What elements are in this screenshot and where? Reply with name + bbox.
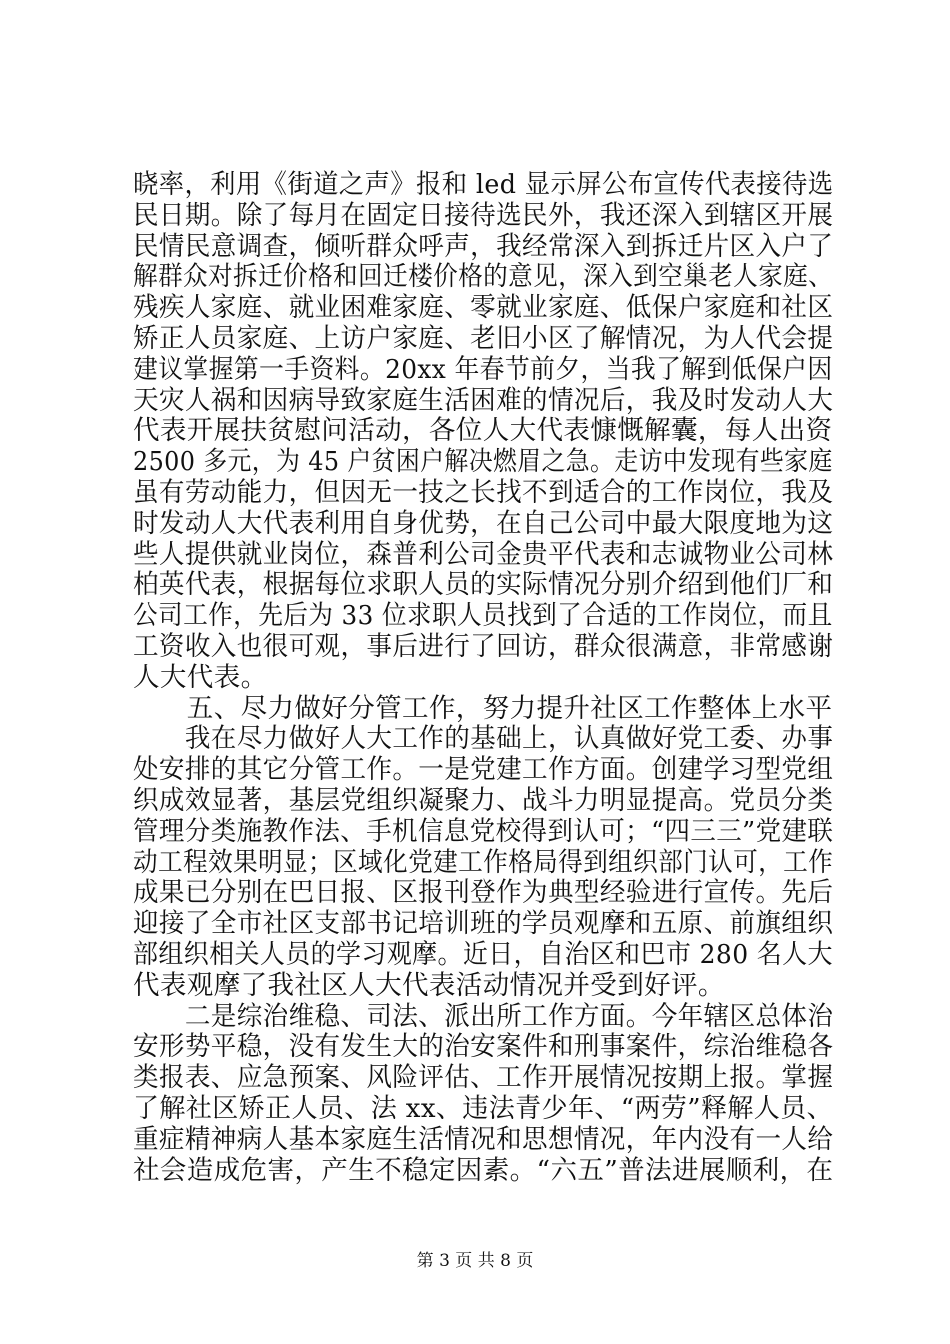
text-line: 了解社区矫正人员、法 xx、违法青少年、“两劳”释解人员、 [133,1093,834,1124]
text-line: 些人提供就业岗位，森普利公司金贵平代表和志诚物业公司林 [133,539,834,570]
text-line: 我在尽力做好人大工作的基础上，认真做好党工委、办事 [133,723,834,754]
text-line: 公司工作，先后为 33 位求职人员找到了合适的工作岗位，而且 [133,600,833,631]
text-line: 解群众对拆迁价格和回迁楼价格的意见，深入到空巢老人家庭、 [133,261,834,292]
text-line: 柏英代表，根据每位求职人员的实际情况分别介绍到他们厂和 [133,569,834,600]
text-line: 矫正人员家庭、上访户家庭、老旧小区了解情况，为人代会提 [133,323,834,354]
text-line: 社会造成危害，产生不稳定因素。“六五”普法进展顺利，在 [133,1155,834,1186]
text-line: 安形势平稳，没有发生大的治安案件和刑事案件，综治维稳各 [133,1031,834,1062]
page-footer: 第 3 页 共 8 页 [416,1251,534,1271]
text-line: 代表开展扶贫慰问活动，各位人大代表慷慨解囊，每人出资 [133,415,833,446]
text-line: 管理分类施教作法、手机信息党校得到认可；“四三三”党建联 [133,816,834,847]
text-line: 成果已分别在巴日报、区报刊登作为典型经验进行宣传。先后 [133,877,834,908]
text-line: 民日期。除了每月在固定日接待选民外，我还深入到辖区开展 [133,200,834,231]
text-line: 重症精神病人基本家庭生活情况和思想情况，年内没有一人给 [133,1124,834,1155]
text-line: 代表观摩了我社区人大代表活动情况并受到好评。 [133,970,725,1001]
text-line: 工资收入也很可观，事后进行了回访，群众很满意，非常感谢 [133,631,834,662]
text-line: 天灾人祸和因病导致家庭生活困难的情况后，我及时发动人大 [133,385,834,416]
text-line: 晓率，利用《街道之声》报和 led 显示屏公布宣传代表接待选 [133,169,834,200]
text-line: 建议掌握第一手资料。20xx 年春节前夕，当我了解到低保户因 [133,354,833,385]
text-line: 二是综治维稳、司法、派出所工作方面。今年辖区总体治 [133,1001,834,1032]
text-line: 迎接了全市社区支部书记培训班的学员观摩和五原、前旗组织 [133,908,834,939]
text-line: 人大代表。 [133,662,268,693]
text-line: 织成效显著，基层党组织凝聚力、战斗力明显提高。党员分类 [133,785,834,816]
text-line: 类报表、应急预案、风险评估、工作开展情况按期上报。掌握 [133,1062,834,1093]
text-line: 2500 多元，为 45 户贫困户解决燃眉之急。走访中发现有些家庭 [133,446,833,477]
text-line: 民情民意调查，倾听群众呼声，我经常深入到拆迁片区入户了 [133,231,834,262]
text-line: 动工程效果明显；区域化党建工作格局得到组织部门认可，工作 [133,847,834,878]
text-line: 虽有劳动能力，但因无一技之长找不到适合的工作岗位，我及 [133,477,834,508]
text-line: 处安排的其它分管工作。一是党建工作方面。创建学习型党组 [133,754,834,785]
text-line: 部组织相关人员的学习观摩。近日，自治区和巴市 280 名人大 [133,939,833,970]
text-line: 时发动人大代表利用自身优势，在自己公司中最大限度地为这 [133,508,834,539]
text-line: 五、尽力做好分管工作，努力提升社区工作整体上水平 [133,693,833,724]
text-line: 残疾人家庭、就业困难家庭、零就业家庭、低保户家庭和社区 [133,292,834,323]
